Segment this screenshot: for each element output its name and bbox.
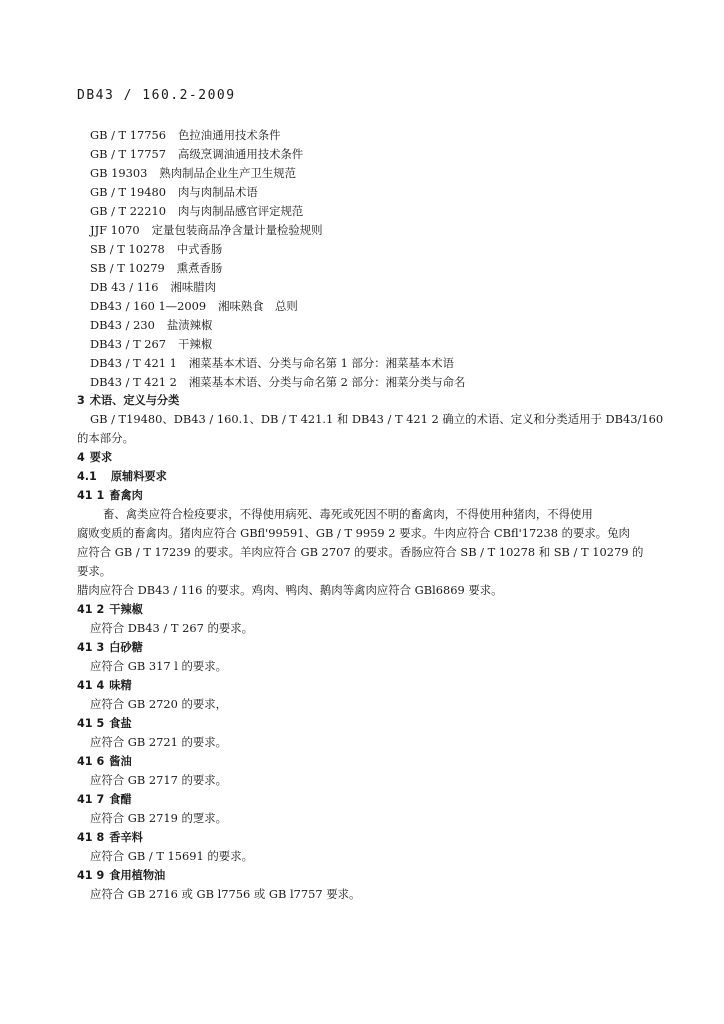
paragraph-line: 腐败变质的畜禽肉。猪肉应符合 GBfl'99591、GB / T 9959 2 要求。牛肉应符合 CBfl'17238 的要求。兔肉: [77, 526, 630, 540]
reference-item: [90, 316, 690, 335]
section-number: 41 7: [77, 793, 105, 806]
reference-title: 中式香肠: [176, 242, 223, 256]
reference-code: GB 19303: [90, 166, 148, 180]
section-title: 畜禽肉: [109, 489, 143, 502]
reference-title: 干辣椒: [178, 337, 213, 351]
reference-item: [90, 335, 690, 354]
section-title: 香辛料: [109, 831, 143, 844]
section-title: 酱油: [109, 755, 132, 768]
section-title: 原辅料要求: [110, 470, 167, 483]
section-number: 41 6: [77, 755, 105, 768]
paragraph-line: 畜、禽类应符合检疫要求，不得使用病死、毒死或死因不明的畜禽肉，不得使用种猪肉，不得使用: [103, 507, 593, 521]
section-number: 41 9: [77, 869, 105, 882]
reference-code: GB / T 19480: [90, 185, 167, 199]
reference-item: [90, 202, 690, 221]
paragraph-line: 腊肉应符合 DB43 / 116 的要求。鸡肉、鸭肉、鹅肉等禽肉应符合 GBl6869 要求。: [77, 583, 503, 597]
reference-item: [90, 145, 690, 164]
reference-title: 熟肉制品企业生产卫生规范: [159, 166, 297, 180]
section-heading-4-1-1: [77, 486, 659, 505]
paragraph-line: GB / T19480、DB43 / 160.1、DB / T 421.1 和 DB43 / T 421 2 确立的术语、定义和分类适用于 DB43/160: [90, 412, 664, 426]
reference-item: [90, 126, 690, 145]
reference-title: 湘菜基本术语、分类与命名第 2 部分：湘菜分类与命名: [188, 375, 466, 389]
subsection-heading: [77, 714, 659, 733]
section-number: 41 3: [77, 641, 105, 654]
reference-title: 色拉油通用技术条件: [178, 128, 281, 142]
reference-title: 湘菜基本术语、分类与命名第 1 部分：湘菜基本术语: [188, 356, 454, 370]
normative-references-list: [90, 126, 690, 392]
subsection-heading: [77, 676, 659, 695]
reference-title: 肉与肉制品感官评定规范: [178, 204, 304, 218]
reference-title: 盐渍辣椒: [166, 318, 213, 332]
document-body: [77, 391, 664, 904]
reference-code: GB / T 17757: [90, 147, 167, 161]
reference-item: [90, 278, 690, 297]
section-number: 41 5: [77, 717, 105, 730]
reference-item: [90, 183, 690, 202]
subsection-text: 应符合 GB 2721 的要求。: [90, 735, 228, 749]
subsection-heading: [77, 752, 659, 771]
section-title: 白砂糖: [109, 641, 143, 654]
reference-title: 定量包装商品净含量计量检验规则: [151, 223, 323, 237]
reference-code: SB / T 10278: [90, 242, 165, 256]
reference-item: [90, 164, 690, 183]
reference-code: DB43 / T 421 2: [90, 375, 177, 389]
reference-item: [90, 240, 690, 259]
reference-code: DB43 / T 267: [90, 337, 167, 351]
section-title: 要求: [89, 451, 113, 464]
section-number: 41 2: [77, 603, 105, 616]
section-heading-4-1: [77, 467, 659, 486]
reference-code: DB 43 / 116: [90, 280, 159, 294]
section-number: 3: [77, 394, 85, 407]
reference-item: [90, 259, 690, 278]
section-number: 41 8: [77, 831, 105, 844]
document-header: DB43 / 160.2-2009: [77, 88, 236, 103]
reference-title: 湘味腊肉: [170, 280, 217, 294]
reference-title: 高级烹调油通用技术条件: [178, 147, 304, 161]
subsection-heading: [77, 866, 659, 885]
subsection-heading: [77, 638, 659, 657]
reference-code: DB43 / 230: [90, 318, 155, 332]
paragraph-line: 的本部分。: [77, 431, 134, 445]
reference-item: [90, 297, 690, 316]
section-title: 食盐: [109, 717, 132, 730]
reference-title: 肉与肉制品术语: [178, 185, 258, 199]
section-number: 4: [77, 451, 85, 464]
reference-title: 熏煮香肠: [176, 261, 223, 275]
subsection-heading: [77, 828, 659, 847]
reference-code: SB / T 10279: [90, 261, 165, 275]
subsection-text: 应符合 GB 2720 的要求，: [90, 697, 228, 711]
subsection-heading: [77, 600, 659, 619]
section-heading-3: [77, 391, 659, 410]
section-heading-4: [77, 448, 659, 467]
section-title: 味精: [109, 679, 132, 692]
section-title: 食用植物油: [109, 869, 166, 882]
reference-code: DB43 / 160 1—2009: [90, 299, 207, 313]
subsection-text: 应符合 DB43 / T 267 的要求。: [90, 621, 254, 635]
paragraph-line: 要求。: [77, 564, 112, 578]
subsection-heading: [77, 790, 659, 809]
reference-code: DB43 / T 421 1: [90, 356, 177, 370]
subsection-text: 应符合 GB / T 15691 的要求。: [90, 849, 253, 863]
paragraph-line: 应符合 GB / T 17239 的要求。羊肉应符合 GB 2707 的要求。香肠应符合 SB / T 10278 和 SB / T 10279 的: [77, 545, 644, 559]
section-number: 41 1: [77, 489, 105, 502]
subsection-text: 应符合 GB 2717 的要求。: [90, 773, 228, 787]
reference-item: [90, 373, 690, 392]
reference-code: JJF 1070: [90, 223, 140, 237]
subsection-text: 应符合 GB 2716 或 GB l7756 或 GB l7757 要求。: [90, 887, 361, 901]
reference-title: 湘味熟食 总则: [218, 299, 298, 313]
reference-code: GB / T 17756: [90, 128, 167, 142]
reference-item: [90, 354, 690, 373]
subsection-text: 应符合 GB 317 l 的要求。: [90, 659, 228, 673]
reference-item: [90, 221, 690, 240]
section-number: 4.1: [77, 470, 97, 483]
section-title: 食醋: [109, 793, 132, 806]
section-number: 41 4: [77, 679, 105, 692]
section-title: 干辣椒: [109, 603, 143, 616]
section-title: 术语、定义与分类: [89, 394, 180, 407]
subsection-text: 应符合 GB 2719 的覂求。: [90, 811, 228, 825]
reference-code: GB / T 22210: [90, 204, 167, 218]
